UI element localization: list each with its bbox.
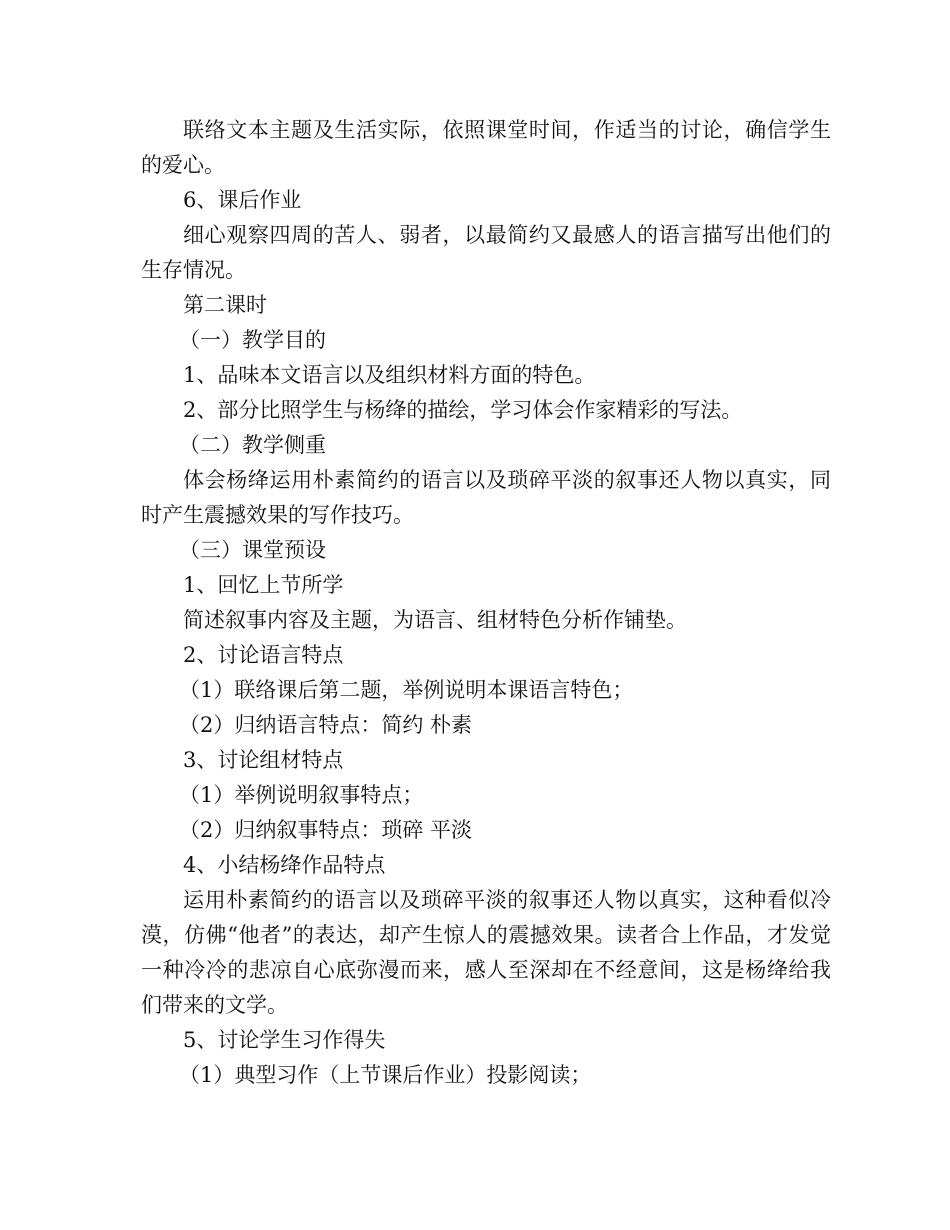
paragraph-teaching-focus: 体会杨绛运用朴素简约的语言以及琐碎平淡的叙事还人物以真实，同时产生震撼效果的写作技巧。: [141, 468, 831, 527]
sub-item-material-1: （1）举例说明叙事特点；: [179, 783, 424, 807]
paragraph-discussion: 联络文本主题及生活实际，依照课堂时间，作适当的讨论，确信学生的爱心。: [141, 118, 831, 177]
heading-homework: 6、课后作业: [183, 188, 302, 212]
list-item-goal-1: 1、品味本文语言以及组织材料方面的特色。: [183, 363, 596, 387]
heading-teaching-focus: （二）教学侧重: [179, 433, 326, 457]
paragraph-review: 简述叙事内容及主题，为语言、组材特色分析作铺垫。: [183, 608, 687, 632]
document-body: [141, 113, 831, 1093]
list-item-summary: 4、小结杨绛作品特点: [183, 853, 386, 877]
list-item-language: 2、讨论语言特点: [183, 643, 344, 667]
heading-teaching-goals: （一）教学目的: [179, 328, 326, 352]
list-item-review: 1、回忆上节所学: [183, 573, 344, 597]
list-item-material: 3、讨论组材特点: [183, 748, 344, 772]
sub-item-material-2: （2）归纳叙事特点：琐碎 平淡: [179, 818, 473, 842]
sub-item-language-1: （1）联络课后第二题，举例说明本课语言特色；: [179, 678, 634, 702]
list-item-goal-2: 2、部分比照学生与杨绛的描绘，学习体会作家精彩的写法。: [183, 398, 743, 422]
list-item-student-work: 5、讨论学生习作得失: [183, 1028, 386, 1052]
sub-item-language-2: （2）归纳语言特点：简约 朴素: [179, 713, 473, 737]
heading-class-plan: （三）课堂预设: [179, 538, 326, 562]
sub-item-student-work-1: （1）典型习作（上节课后作业）投影阅读；: [179, 1063, 592, 1087]
heading-second-lesson: 第二课时: [183, 293, 267, 317]
paragraph-homework: 细心观察四周的苦人、弱者，以最简约又最感人的语言描写出他们的生存情况。: [141, 223, 831, 282]
paragraph-summary: 运用朴素简约的语言以及琐碎平淡的叙事还人物以真实，这种看似冷漠，仿佛“他者”的表达，却产生惊人的震撼效果。读者合上作品，才发觉一种冷冷的悲凉自心底弥漫而来，感人至深却在不经意间，这是杨绛给我们带来的文学。: [141, 888, 831, 1017]
